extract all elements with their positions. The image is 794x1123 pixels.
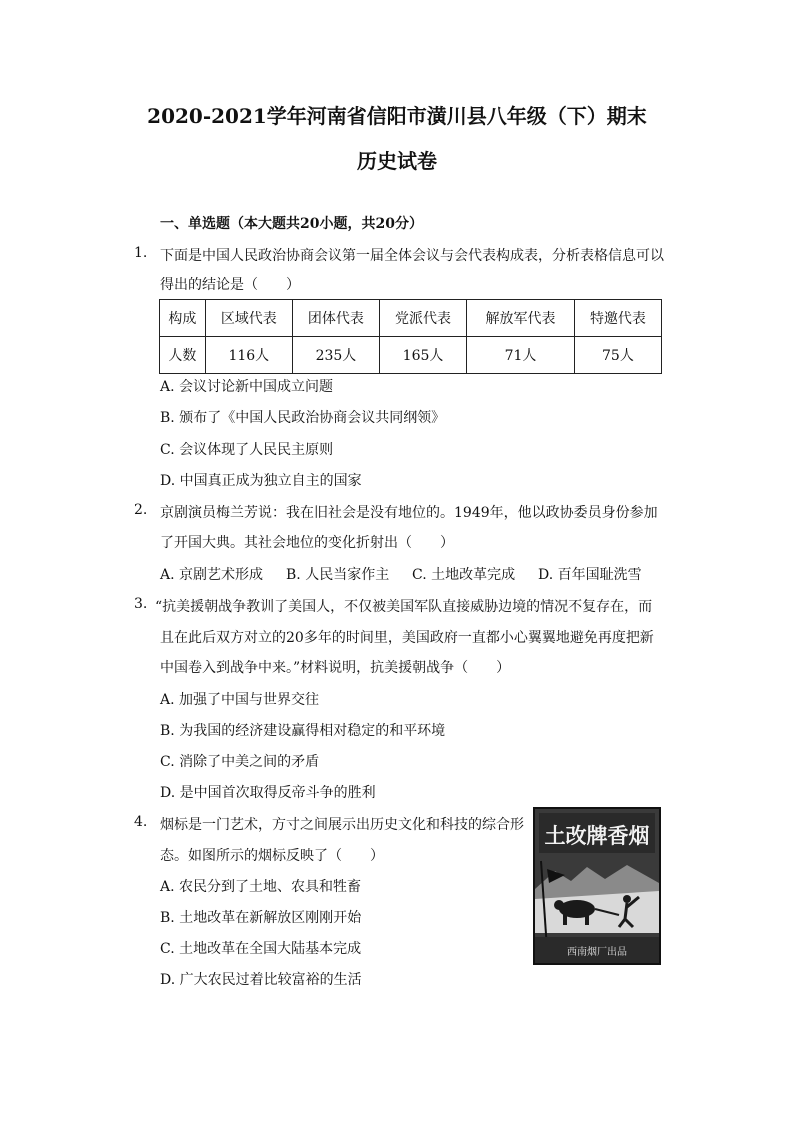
question-3-number: 3. bbox=[134, 596, 148, 612]
label-bottom-text: 西南烟厂出品 bbox=[567, 947, 627, 958]
question-3-option-c: C. 消除了中美之间的矛盾 bbox=[160, 754, 320, 770]
section-heading: 一、单选题（本大题共20小题，共20分） bbox=[160, 216, 423, 232]
table-cell: 75人 bbox=[574, 337, 661, 374]
question-3-stem-line: 中国卷入到战争中来。”材料说明，抗美援朝战争（ ） bbox=[160, 660, 511, 676]
question-4-option-d: D. 广大农民过着比较富裕的生活 bbox=[160, 972, 362, 988]
table-cell: 116人 bbox=[205, 337, 292, 374]
question-2-stem-line: 京剧演员梅兰芳说：我在旧社会是没有地位的。1949年，他以政协委员身份参加 bbox=[160, 505, 658, 521]
table-row bbox=[160, 337, 662, 374]
question-3-stem-line: “抗美援朝战争教训了美国人，不仅被美国军队直接威胁边境的情况不复存在，而 bbox=[155, 599, 653, 615]
cigarette-label-illustration bbox=[535, 809, 659, 963]
table-cell: 特邀代表 bbox=[574, 300, 661, 337]
table-cell: 团体代表 bbox=[292, 300, 379, 337]
question-1-option-d: D. 中国真正成为独立自主的国家 bbox=[160, 473, 362, 489]
question-2-option-d: D. 百年国耻洗雪 bbox=[538, 567, 642, 583]
question-2-option-a: A. 京剧艺术形成 bbox=[160, 567, 264, 583]
representatives-table bbox=[159, 299, 662, 374]
question-2-option-c: C. 土地改革完成 bbox=[412, 567, 516, 583]
question-1-option-c: C. 会议体现了人民民主原则 bbox=[160, 442, 334, 458]
question-1-option-a: A. 会议讨论新中国成立问题 bbox=[160, 379, 334, 395]
table-cell: 区域代表 bbox=[205, 300, 292, 337]
question-3-option-a: A. 加强了中国与世界交往 bbox=[160, 692, 320, 708]
question-2-stem-line: 了开国大典。其社会地位的变化折射出（ ） bbox=[160, 535, 454, 551]
table-cell: 解放军代表 bbox=[467, 300, 575, 337]
table-cell: 235人 bbox=[292, 337, 379, 374]
cigarette-label-image bbox=[533, 807, 661, 965]
question-1-number: 1. bbox=[134, 245, 148, 261]
question-1-stem-line: 下面是中国人民政治协商会议第一届全体会议与会代表构成表，分析表格信息可以 bbox=[160, 248, 664, 264]
question-4-stem-line: 烟标是一门艺术，方寸之间展示出历史文化和科技的综合形 bbox=[160, 817, 524, 833]
label-top-text: 土改牌香烟 bbox=[544, 824, 650, 848]
question-3-option-d: D. 是中国首次取得反帝斗争的胜利 bbox=[160, 785, 376, 801]
question-2-number: 2. bbox=[134, 502, 148, 518]
table-cell: 71人 bbox=[467, 337, 575, 374]
exam-title-line1: 2020-2021学年河南省信阳市潢川县八年级（下）期末 bbox=[147, 104, 647, 128]
question-3-stem-line: 且在此后双方对立的20多年的时间里，美国政府一直都小心翼翼地避免再度把新 bbox=[160, 630, 654, 646]
table-cell: 党派代表 bbox=[379, 300, 466, 337]
table-cell: 构成 bbox=[160, 300, 206, 337]
table-cell: 人数 bbox=[160, 337, 206, 374]
question-4-option-c: C. 土地改革在全国大陆基本完成 bbox=[160, 941, 362, 957]
question-1-stem-line: 得出的结论是（ ） bbox=[160, 277, 300, 293]
question-4-option-b: B. 土地改革在新解放区刚刚开始 bbox=[160, 910, 362, 926]
table-cell: 165人 bbox=[379, 337, 466, 374]
question-3-option-b: B. 为我国的经济建设赢得相对稳定的和平环境 bbox=[160, 723, 446, 739]
table-header-row bbox=[160, 300, 662, 337]
question-4-stem-line: 态。如图所示的烟标反映了（ ） bbox=[160, 848, 384, 864]
question-1-option-b: B. 颁布了《中国人民政治协商会议共同纲领》 bbox=[160, 410, 446, 426]
question-4-option-a: A. 农民分到了土地、农具和牲畜 bbox=[160, 879, 362, 895]
exam-title-line2: 历史试卷 bbox=[357, 149, 437, 173]
question-2-option-b: B. 人民当家作主 bbox=[286, 567, 390, 583]
question-4-number: 4. bbox=[134, 814, 148, 830]
